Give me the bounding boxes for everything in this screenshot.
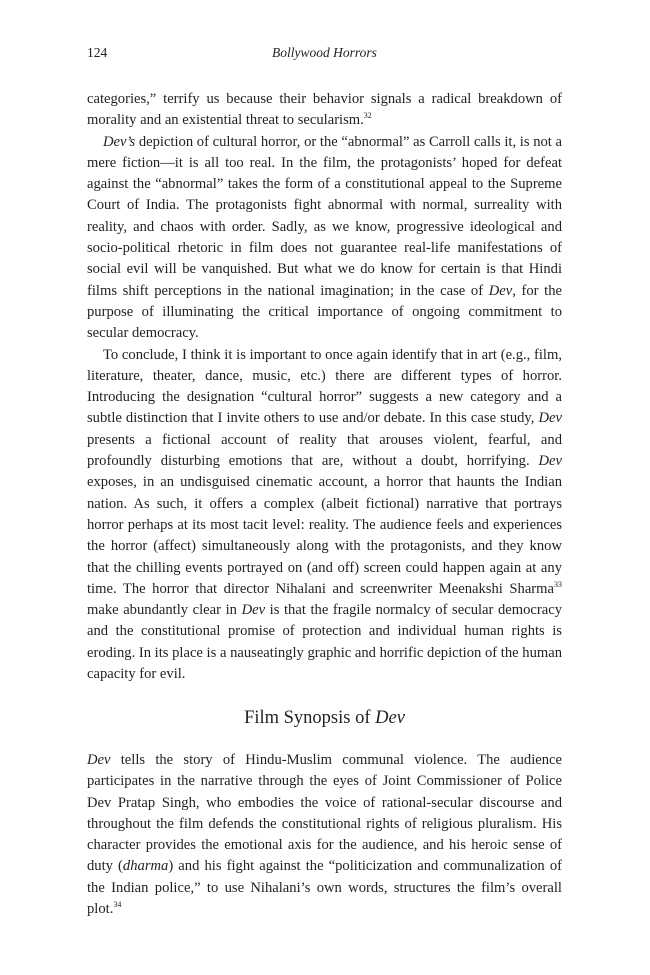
footnote-ref-32[interactable]: 32 xyxy=(363,111,372,121)
synopsis-text xyxy=(87,750,562,920)
section-heading-film-title: Dev xyxy=(375,708,405,728)
film-title-italic: Dev xyxy=(488,282,513,299)
paragraph-2-text: depiction of cultural horror, or the “abnormal” as Carroll calls it, is not a mere fiction—it is all too real. In the film, the protagonists’ hoped for defeat against the “abnormal” takes the form of a constitutional appeal to the Supreme Court of India. The protagonists fight abnormal with normal, surreality with reality, and chaos with order. Sadly, as we know, progressive ideological and socio-political rhetoric in film does not guarantee real-life manifestations of social evil will be vanquished. But what we do know for certain is that Hindi films shift perceptions in the national imagination; in the case of xyxy=(87,133,562,299)
running-head-title: Bollywood Horrors xyxy=(272,45,377,60)
film-title-italic: Dev xyxy=(87,752,111,768)
paragraph-4 xyxy=(87,750,562,920)
paragraph-1-text: categories,” terrify us because their behavior signals a radical breakdown of morality and an existential threat to secularism. xyxy=(87,91,562,129)
book-page xyxy=(87,0,562,975)
film-title-italic: Dev xyxy=(241,602,266,619)
paragraph-2 xyxy=(87,132,562,345)
paragraph-4-text: tells the story of Hindu-Muslim communal violence. The audience participates in the narrative through the eyes of Joint Commissioner of Police Dev Pratap Singh, who embodies the voice of rational-secular discourse and throughout the film defends the constitutional rights of religious pluralism. His character provides the emotional axis for the audience, and his heroic sense of duty ( xyxy=(87,752,562,875)
body-text xyxy=(87,89,562,685)
paragraph-4-text-end: ) and his fight against the “politicization and communalization of the Indian police,” to use Nihalani’s own words, structures the film’s overall plot. xyxy=(87,858,562,918)
paragraph-3-text: To conclude, I think it is important to once again identify that in art (e.g., film, literature, theater, dance, music, etc.) there are different types of horror. Introducing the designation “cultural horror” suggests a new category and a subtle distinction that I invite others to use and/or debate. In this case study, xyxy=(87,346,562,427)
paragraph-3-text: presents a fictional account of reality that arouses violent, fearful, and profoundly disturbing emotions that are, without a doubt, horrifying. xyxy=(87,431,562,470)
section-heading-text: Film Synopsis of xyxy=(244,708,376,728)
paragraph-3-text: make abundantly clear in xyxy=(87,602,242,619)
paragraph-3-text: exposes, in an undisguised cinematic account, a horror that haunts the Indian nation. As such, it offers a complex (albeit fictional) narrative that portrays horror perhaps at its most tacit level: reality. The audience feels and experiences the horror (affect) simultaneously along with the protagonists, and they know that the chilling events portrayed on (and off) screen could happen again at any time. The horror that director Nihalani and screenwriter Meenakshi Sharma xyxy=(87,474,562,597)
paragraph-2-text-end: , for the purpose of illuminating the critical importance of ongoing commitment to secular democracy. xyxy=(87,282,562,342)
film-title-italic: Dev xyxy=(538,410,562,427)
page-number: 124 xyxy=(87,45,108,60)
footnote-ref-33[interactable]: 33 xyxy=(554,579,562,589)
section-heading xyxy=(87,705,562,731)
film-title-italic: Dev’s xyxy=(103,133,136,150)
paragraph-1 xyxy=(87,89,562,132)
paragraph-3 xyxy=(87,345,562,686)
film-title-italic: Dev xyxy=(538,453,562,470)
dharma-italic: dharma xyxy=(122,858,169,875)
running-head xyxy=(87,45,562,65)
paragraph-3-text-end: is that the fragile normalcy of secular democracy and the constitutional promise of protection and individual human rights is eroding. In its place is a nauseatingly graphic and horrific depiction of the human capacity for evil. xyxy=(87,602,562,683)
footnote-ref-34[interactable]: 34 xyxy=(113,900,122,910)
